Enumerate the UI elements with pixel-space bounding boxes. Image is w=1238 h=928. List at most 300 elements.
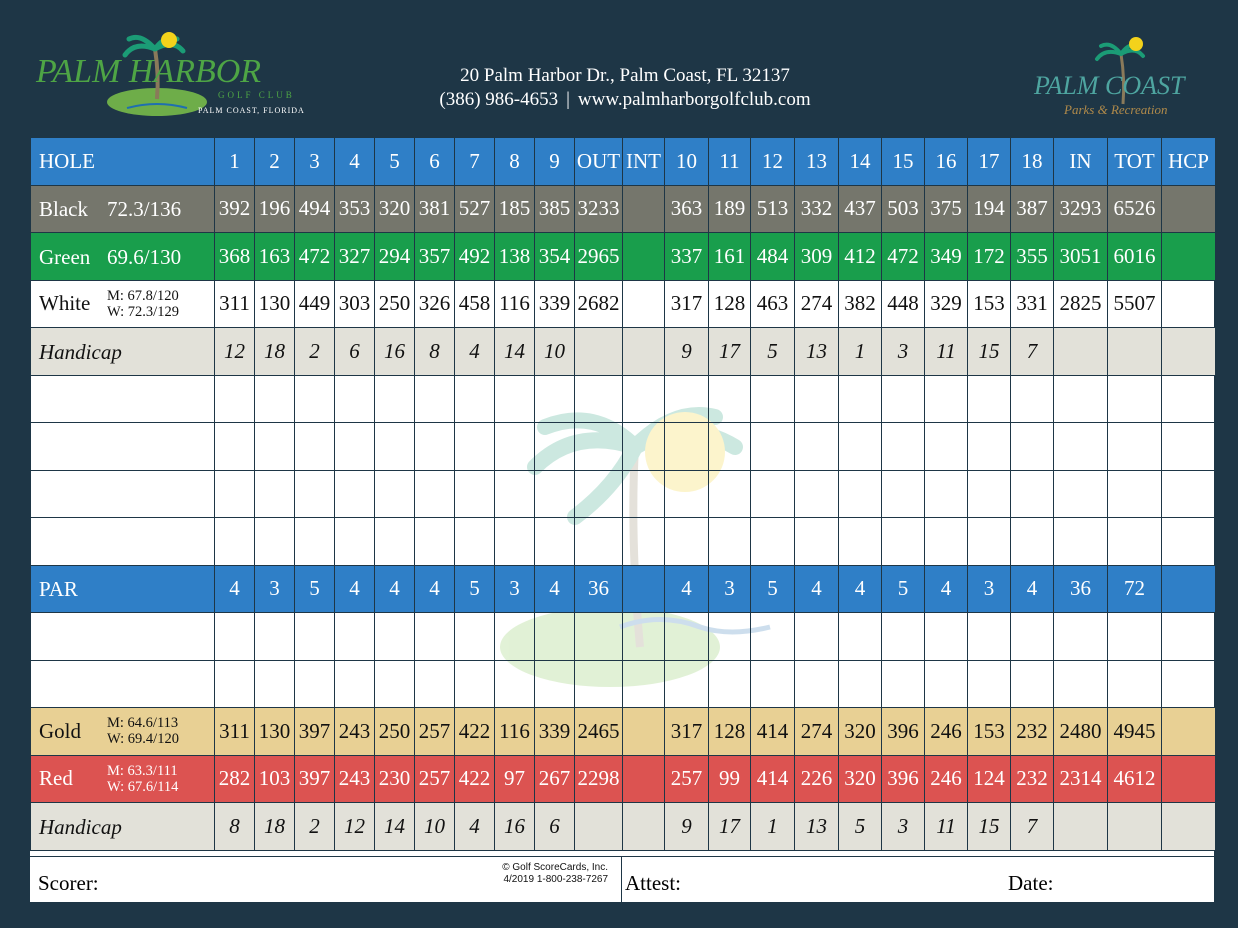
column-header-15: 15 — [882, 138, 925, 186]
handicap_men-name: Handicap — [39, 339, 122, 364]
score-entry-cell[interactable] — [1011, 613, 1054, 661]
score-entry-cell[interactable] — [415, 470, 455, 518]
score-entry-cell[interactable] — [495, 518, 535, 566]
phone-number: (386) 986-4653 — [439, 89, 559, 110]
score-entry-row[interactable] — [31, 518, 1216, 566]
red-cell — [1162, 755, 1216, 803]
black-label — [31, 185, 215, 233]
player-name-cell[interactable] — [31, 613, 215, 661]
logo-left-line3: PALM COAST, FLORIDA — [198, 106, 305, 115]
score-entry-cell[interactable] — [335, 375, 375, 423]
score-entry-cell[interactable] — [415, 375, 455, 423]
gold-cell: 246 — [925, 708, 968, 756]
score-entry-cell[interactable] — [575, 613, 623, 661]
score-entry-cell[interactable] — [925, 518, 968, 566]
score-entry-cell[interactable] — [535, 375, 575, 423]
par-cell: 3 — [495, 565, 535, 613]
score-entry-cell[interactable] — [1108, 660, 1162, 708]
score-entry-cell[interactable] — [1162, 518, 1216, 566]
green-cell — [1162, 233, 1216, 281]
handicap_men-cell: 17 — [709, 328, 751, 376]
score-entry-cell[interactable] — [495, 613, 535, 661]
score-entry-cell[interactable] — [1054, 423, 1108, 471]
score-entry-cell[interactable] — [1011, 423, 1054, 471]
gold-cell — [1162, 708, 1216, 756]
handicap_men-cell: 7 — [1011, 328, 1054, 376]
red-cell: 97 — [495, 755, 535, 803]
red-label — [31, 755, 215, 803]
gold-name: Gold — [39, 718, 81, 743]
gold-cell: 153 — [968, 708, 1011, 756]
par-cell — [623, 565, 665, 613]
player-name-cell[interactable] — [31, 423, 215, 471]
score-entry-cell[interactable] — [709, 660, 751, 708]
black-cell: 437 — [839, 185, 882, 233]
score-entry-cell[interactable] — [295, 470, 335, 518]
gold-cell — [623, 708, 665, 756]
score-entry-cell[interactable] — [1162, 470, 1216, 518]
handicap_men-cell: 13 — [795, 328, 839, 376]
score-entry-row[interactable] — [31, 375, 1216, 423]
handicap_men-cell: 15 — [968, 328, 1011, 376]
par-cell: 72 — [1108, 565, 1162, 613]
score-entry-cell[interactable] — [795, 375, 839, 423]
handicap_women-cell — [1054, 803, 1108, 851]
handicap_women-cell: 1 — [751, 803, 795, 851]
score-entry-cell[interactable] — [839, 518, 882, 566]
handicap_women-cell: 14 — [375, 803, 415, 851]
score-entry-cell[interactable] — [1108, 470, 1162, 518]
column-header-in: IN — [1054, 138, 1108, 186]
score-entry-cell[interactable] — [665, 375, 709, 423]
score-entry-cell[interactable] — [665, 660, 709, 708]
white-cell: 116 — [495, 280, 535, 328]
score-entry-cell[interactable] — [1054, 470, 1108, 518]
black-cell: 513 — [751, 185, 795, 233]
score-entry-cell[interactable] — [535, 660, 575, 708]
score-entry-cell[interactable] — [665, 518, 709, 566]
score-entry-cell[interactable] — [1108, 518, 1162, 566]
red-cell: 103 — [255, 755, 295, 803]
score-entry-cell[interactable] — [535, 518, 575, 566]
score-entry-cell[interactable] — [535, 613, 575, 661]
handicap_men-cell: 12 — [215, 328, 255, 376]
red-row — [31, 755, 1216, 803]
black-cell: 185 — [495, 185, 535, 233]
gold-cell: 397 — [295, 708, 335, 756]
score-entry-cell[interactable] — [623, 470, 665, 518]
red-cell: 396 — [882, 755, 925, 803]
score-entry-cell[interactable] — [335, 518, 375, 566]
gold-cell: 339 — [535, 708, 575, 756]
handicap_women-cell — [1162, 803, 1216, 851]
score-entry-cell[interactable] — [455, 660, 495, 708]
score-entry-cell[interactable] — [1011, 470, 1054, 518]
score-entry-cell[interactable] — [455, 613, 495, 661]
par-cell: 5 — [751, 565, 795, 613]
score-entry-cell[interactable] — [839, 423, 882, 471]
score-entry-cell[interactable] — [751, 423, 795, 471]
score-entry-cell[interactable] — [535, 423, 575, 471]
score-entry-cell[interactable] — [882, 470, 925, 518]
handicap_men-row — [31, 328, 1216, 376]
score-entry-cell[interactable] — [415, 518, 455, 566]
score-entry-cell[interactable] — [1011, 660, 1054, 708]
column-header-14: 14 — [839, 138, 882, 186]
black-cell: 196 — [255, 185, 295, 233]
score-entry-cell[interactable] — [255, 423, 295, 471]
score-entry-cell[interactable] — [415, 613, 455, 661]
red-cell: 243 — [335, 755, 375, 803]
column-header-18: 18 — [1011, 138, 1054, 186]
score-entry-cell[interactable] — [375, 613, 415, 661]
score-entry-cell[interactable] — [1108, 613, 1162, 661]
black-cell: 503 — [882, 185, 925, 233]
score-entry-cell[interactable] — [925, 613, 968, 661]
column-header-2: 2 — [255, 138, 295, 186]
score-entry-cell[interactable] — [751, 375, 795, 423]
gold-cell: 274 — [795, 708, 839, 756]
par-cell: 4 — [925, 565, 968, 613]
red-cell: 230 — [375, 755, 415, 803]
score-entry-cell[interactable] — [709, 613, 751, 661]
black-cell: 375 — [925, 185, 968, 233]
score-entry-cell[interactable] — [255, 613, 295, 661]
gold-cell: 317 — [665, 708, 709, 756]
player-name-cell[interactable] — [31, 660, 215, 708]
score-entry-cell[interactable] — [215, 423, 255, 471]
green-cell: 412 — [839, 233, 882, 281]
handicap_women-cell: 9 — [665, 803, 709, 851]
green-cell: 172 — [968, 233, 1011, 281]
score-entry-cell[interactable] — [1054, 518, 1108, 566]
score-entry-cell[interactable] — [215, 518, 255, 566]
score-entry-cell[interactable] — [575, 660, 623, 708]
score-entry-cell[interactable] — [375, 660, 415, 708]
score-entry-cell[interactable] — [1011, 518, 1054, 566]
column-header-3: 3 — [295, 138, 335, 186]
score-entry-cell[interactable] — [1054, 660, 1108, 708]
par-cell: 36 — [575, 565, 623, 613]
score-entry-cell[interactable] — [575, 375, 623, 423]
score-entry-cell[interactable] — [795, 660, 839, 708]
handicap_men-cell: 18 — [255, 328, 295, 376]
score-entry-cell[interactable] — [295, 375, 335, 423]
par-label — [31, 565, 215, 613]
score-entry-cell[interactable] — [375, 518, 415, 566]
score-entry-cell[interactable] — [1054, 375, 1108, 423]
green-cell: 337 — [665, 233, 709, 281]
score-entry-cell[interactable] — [255, 660, 295, 708]
handicap_men-cell: 3 — [882, 328, 925, 376]
score-entry-cell[interactable] — [1054, 613, 1108, 661]
score-entry-row[interactable] — [31, 613, 1216, 661]
green-cell: 138 — [495, 233, 535, 281]
score-entry-cell[interactable] — [968, 660, 1011, 708]
score-entry-cell[interactable] — [215, 470, 255, 518]
gold-cell: 130 — [255, 708, 295, 756]
red-cell: 246 — [925, 755, 968, 803]
contact-line — [400, 88, 850, 112]
par-cell: 4 — [375, 565, 415, 613]
date-label: Date: — [1008, 871, 1054, 895]
score-entry-cell[interactable] — [255, 518, 295, 566]
black-cell: 3293 — [1054, 185, 1108, 233]
score-entry-cell[interactable] — [925, 470, 968, 518]
club-address-block — [400, 64, 850, 112]
score-entry-cell[interactable] — [495, 375, 535, 423]
score-entry-cell[interactable] — [335, 470, 375, 518]
score-entry-cell[interactable] — [968, 470, 1011, 518]
handicap_men-cell: 6 — [335, 328, 375, 376]
hole-label: HOLE — [31, 138, 215, 186]
handicap_men-cell: 5 — [751, 328, 795, 376]
score-entry-cell[interactable] — [415, 660, 455, 708]
score-entry-cell[interactable] — [882, 613, 925, 661]
score-entry-row[interactable] — [31, 423, 1216, 471]
handicap_women-cell: 17 — [709, 803, 751, 851]
score-entry-cell[interactable] — [415, 423, 455, 471]
score-entry-cell[interactable] — [839, 613, 882, 661]
red-cell: 267 — [535, 755, 575, 803]
gold-cell: 4945 — [1108, 708, 1162, 756]
black-cell: 353 — [335, 185, 375, 233]
score-entry-cell[interactable] — [665, 423, 709, 471]
score-entry-cell[interactable] — [1108, 375, 1162, 423]
column-header-4: 4 — [335, 138, 375, 186]
handicap_men-cell: 9 — [665, 328, 709, 376]
black-name: Black — [39, 197, 88, 222]
handicap_men-cell: 16 — [375, 328, 415, 376]
handicap_men-cell — [1108, 328, 1162, 376]
score-entry-cell[interactable] — [623, 375, 665, 423]
handicap_men-cell — [1054, 328, 1108, 376]
score-entry-cell[interactable] — [795, 470, 839, 518]
par-cell: 4 — [415, 565, 455, 613]
gold-cell: 2465 — [575, 708, 623, 756]
gold-cell: 414 — [751, 708, 795, 756]
white-label — [31, 280, 215, 328]
handicap_women-row — [31, 803, 1216, 851]
handicap_women-label — [31, 803, 215, 851]
gold-label — [31, 708, 215, 756]
red-rating-women: W: 67.6/114 — [107, 778, 179, 795]
score-entry-cell[interactable] — [295, 423, 335, 471]
score-entry-cell[interactable] — [495, 423, 535, 471]
logo-right-line1: PALM COAST — [1034, 71, 1185, 100]
score-entry-cell[interactable] — [795, 518, 839, 566]
score-entry-cell[interactable] — [215, 613, 255, 661]
score-entry-cell[interactable] — [968, 423, 1011, 471]
scorecard-table — [30, 137, 1216, 851]
handicap_men-cell: 4 — [455, 328, 495, 376]
score-entry-cell[interactable] — [795, 423, 839, 471]
handicap_women-cell: 6 — [535, 803, 575, 851]
column-header-7: 7 — [455, 138, 495, 186]
white-cell: 463 — [751, 280, 795, 328]
score-entry-cell[interactable] — [375, 423, 415, 471]
black-cell: 527 — [455, 185, 495, 233]
column-header-9: 9 — [535, 138, 575, 186]
score-entry-cell[interactable] — [335, 660, 375, 708]
score-entry-cell[interactable] — [455, 518, 495, 566]
gold-cell: 320 — [839, 708, 882, 756]
gold-cell: 257 — [415, 708, 455, 756]
green-rating: 69.6/130 — [107, 244, 182, 269]
score-entry-cell[interactable] — [665, 470, 709, 518]
red-cell: 414 — [751, 755, 795, 803]
score-entry-cell[interactable] — [575, 423, 623, 471]
score-entry-cell[interactable] — [839, 470, 882, 518]
white-cell: 448 — [882, 280, 925, 328]
green-cell: 472 — [295, 233, 335, 281]
score-entry-cell[interactable] — [575, 470, 623, 518]
score-entry-cell[interactable] — [375, 470, 415, 518]
score-entry-cell[interactable] — [455, 375, 495, 423]
score-entry-cell[interactable] — [623, 613, 665, 661]
par-cell: 5 — [295, 565, 335, 613]
address-line: 20 Palm Harbor Dr., Palm Coast, FL 32137 — [460, 65, 790, 86]
score-entry-cell[interactable] — [1162, 375, 1216, 423]
score-entry-cell[interactable] — [295, 613, 335, 661]
score-entry-cell[interactable] — [1162, 613, 1216, 661]
score-entry-row[interactable] — [31, 470, 1216, 518]
handicap_women-cell: 12 — [335, 803, 375, 851]
score-entry-cell[interactable] — [623, 660, 665, 708]
score-entry-cell[interactable] — [455, 423, 495, 471]
logo-left-line1: PALM HARBOR — [36, 53, 262, 90]
score-entry-cell[interactable] — [751, 613, 795, 661]
player-name-cell[interactable] — [31, 518, 215, 566]
score-entry-cell[interactable] — [751, 470, 795, 518]
score-entry-cell[interactable] — [495, 470, 535, 518]
score-entry-cell[interactable] — [968, 613, 1011, 661]
white-cell: 317 — [665, 280, 709, 328]
score-entry-cell[interactable] — [335, 423, 375, 471]
score-entry-cell[interactable] — [925, 660, 968, 708]
score-entry-cell[interactable] — [495, 660, 535, 708]
score-entry-cell[interactable] — [335, 613, 375, 661]
red-cell: 226 — [795, 755, 839, 803]
copyright-line: © Golf ScoreCards, Inc. — [502, 862, 608, 873]
red-cell: 232 — [1011, 755, 1054, 803]
gold-rating-men: M: 64.6/113 — [107, 715, 179, 732]
white-ratings — [107, 288, 179, 320]
score-entry-row[interactable] — [31, 660, 1216, 708]
green-row — [31, 233, 1216, 281]
score-entry-cell[interactable] — [709, 518, 751, 566]
black-cell: 332 — [795, 185, 839, 233]
green-cell — [623, 233, 665, 281]
red-cell: 257 — [665, 755, 709, 803]
red-cell: 2298 — [575, 755, 623, 803]
green-cell: 294 — [375, 233, 415, 281]
par-cell: 5 — [882, 565, 925, 613]
black-cell: 3233 — [575, 185, 623, 233]
score-entry-cell[interactable] — [1162, 660, 1216, 708]
column-header-16: 16 — [925, 138, 968, 186]
score-entry-cell[interactable] — [1011, 375, 1054, 423]
player-name-cell[interactable] — [31, 470, 215, 518]
score-entry-cell[interactable] — [751, 660, 795, 708]
score-entry-cell[interactable] — [882, 660, 925, 708]
red-cell: 124 — [968, 755, 1011, 803]
score-entry-cell[interactable] — [839, 660, 882, 708]
score-entry-cell[interactable] — [295, 518, 335, 566]
attest-label: Attest: — [625, 871, 681, 895]
white-cell: 331 — [1011, 280, 1054, 328]
gold-row — [31, 708, 1216, 756]
score-entry-cell[interactable] — [295, 660, 335, 708]
score-entry-cell[interactable] — [1108, 423, 1162, 471]
score-entry-cell[interactable] — [882, 423, 925, 471]
white-cell: 458 — [455, 280, 495, 328]
score-entry-cell[interactable] — [925, 375, 968, 423]
score-entry-cell[interactable] — [1162, 423, 1216, 471]
score-entry-cell[interactable] — [623, 423, 665, 471]
score-entry-cell[interactable] — [709, 423, 751, 471]
website-link[interactable]: www.palmharborgolfclub.com — [577, 89, 811, 110]
score-entry-cell[interactable] — [795, 613, 839, 661]
player-name-cell[interactable] — [31, 375, 215, 423]
score-entry-cell[interactable] — [255, 470, 295, 518]
score-entry-cell[interactable] — [882, 375, 925, 423]
green-cell: 161 — [709, 233, 751, 281]
score-entry-cell[interactable] — [375, 375, 415, 423]
par-cell: 3 — [709, 565, 751, 613]
score-entry-cell[interactable] — [255, 375, 295, 423]
score-entry-cell[interactable] — [623, 518, 665, 566]
score-entry-cell[interactable] — [535, 470, 575, 518]
signature-footer — [30, 856, 1214, 903]
score-entry-cell[interactable] — [455, 470, 495, 518]
contact-separator: | — [566, 89, 570, 110]
black-cell: 392 — [215, 185, 255, 233]
score-entry-cell[interactable] — [968, 518, 1011, 566]
score-entry-cell[interactable] — [709, 375, 751, 423]
score-entry-cell[interactable] — [215, 375, 255, 423]
score-entry-cell[interactable] — [925, 423, 968, 471]
handicap_women-cell: 8 — [215, 803, 255, 851]
par-cell: 3 — [255, 565, 295, 613]
white-cell: 130 — [255, 280, 295, 328]
red-cell: 397 — [295, 755, 335, 803]
score-entry-cell[interactable] — [215, 660, 255, 708]
par-cell: 4 — [215, 565, 255, 613]
score-entry-cell[interactable] — [839, 375, 882, 423]
green-cell: 3051 — [1054, 233, 1108, 281]
red-cell: 320 — [839, 755, 882, 803]
handicap_men-cell: 10 — [535, 328, 575, 376]
column-header-13: 13 — [795, 138, 839, 186]
black-cell: 6526 — [1108, 185, 1162, 233]
score-entry-cell[interactable] — [709, 470, 751, 518]
handicap_women-cell: 3 — [882, 803, 925, 851]
column-header-1: 1 — [215, 138, 255, 186]
gold-ratings — [107, 715, 179, 747]
score-entry-cell[interactable] — [665, 613, 709, 661]
handicap_women-cell — [623, 803, 665, 851]
score-entry-cell[interactable] — [575, 518, 623, 566]
handicap_women-cell: 15 — [968, 803, 1011, 851]
score-entry-cell[interactable] — [968, 375, 1011, 423]
gold-cell: 116 — [495, 708, 535, 756]
gold-cell: 311 — [215, 708, 255, 756]
score-entry-cell[interactable] — [751, 518, 795, 566]
green-cell: 327 — [335, 233, 375, 281]
green-label — [31, 233, 215, 281]
score-entry-cell[interactable] — [882, 518, 925, 566]
